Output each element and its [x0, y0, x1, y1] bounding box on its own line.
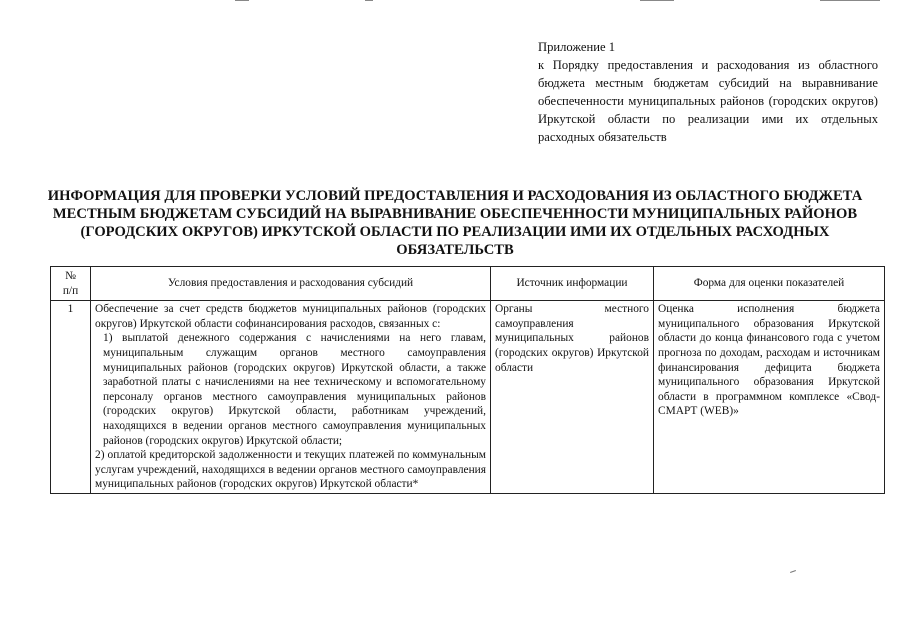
scan-mark: [235, 0, 249, 1]
scan-mark: [365, 0, 373, 1]
header-source: Источник информации: [491, 267, 654, 301]
conditions-item-2: 2) оплатой кредиторской задолженности и текущих платежей по коммунальным услугам учреждений, находящихся в ведении органов местного самоуправления муниципальных районов (городских округов) Иркутской области*: [95, 449, 486, 491]
scan-mark: [790, 570, 796, 573]
header-conditions: Условия предоставления и расходования субсидий: [91, 267, 491, 301]
row-form: Оценка исполнения бюджета муниципального образования Иркутской области до конца финансового года с учетом прогноза по доходам, расходам и источникам финансирования дефицита бюджета муниципального образования Иркутской области в программном комплексе «Свод-СМАРТ (WEB)»: [654, 301, 885, 494]
scan-mark: [820, 0, 880, 1]
appendix-text: к Порядку предоставления и расходования из областного бюджета местным бюджетам субсидий на выравнивание обеспеченности муниципальных районов (городских округов) Иркутской области по реализации ими их отдельных расходных обязательств: [538, 58, 878, 144]
info-table: [50, 266, 885, 494]
row-num: 1: [51, 301, 91, 494]
header-num: № п/п: [51, 267, 91, 301]
scan-mark: [640, 0, 674, 1]
appendix-block: [538, 38, 878, 146]
table-header-row: [51, 267, 885, 301]
header-form: Форма для оценки показателей: [654, 267, 885, 301]
conditions-intro: Обеспечение за счет средств бюджетов муниципальных районов (городских округов) Иркутской области софинансирования расходов, связанных с:: [95, 303, 486, 330]
conditions-item-1: 1) выплатой денежного содержания с начислениями на него главам, муниципальным служащим органов местного самоуправления муниципальных районов (городских округов) Иркутской области, а также заработной платы с начислениями на нее техническому и вспомогательному персоналу органов местного самоуправления муниципальных районов (городских округов) Иркутской области, работникам учреждений, находящихся в ведении органов местного самоуправления муниципальных районов (городских округов) Иркутской области;: [103, 332, 486, 447]
table-row: [51, 301, 885, 494]
appendix-title: Приложение 1: [538, 40, 616, 54]
row-source: Органы местного самоуправления муниципальных районов (городских округов) Иркутской области: [491, 301, 654, 494]
document-title: ИНФОРМАЦИЯ ДЛЯ ПРОВЕРКИ УСЛОВИЙ ПРЕДОСТАВЛЕНИЯ И РАСХОДОВАНИЯ ИЗ ОБЛАСТНОГО БЮДЖЕТА МЕСТНЫМ БЮДЖЕТАМ СУБСИДИЙ НА ВЫРАВНИВАНИЕ ОБЕСПЕЧЕННОСТИ МУНИЦИПАЛЬНЫХ РАЙОНОВ (ГОРОДСКИХ ОКРУГОВ) ИРКУТСКОЙ ОБЛАСТИ ПО РЕАЛИЗАЦИИ ИМИ ИХ ОТДЕЛЬНЫХ РАСХОДНЫХ ОБЯЗАТЕЛЬСТВ: [47, 188, 863, 258]
row-conditions: [91, 301, 491, 494]
